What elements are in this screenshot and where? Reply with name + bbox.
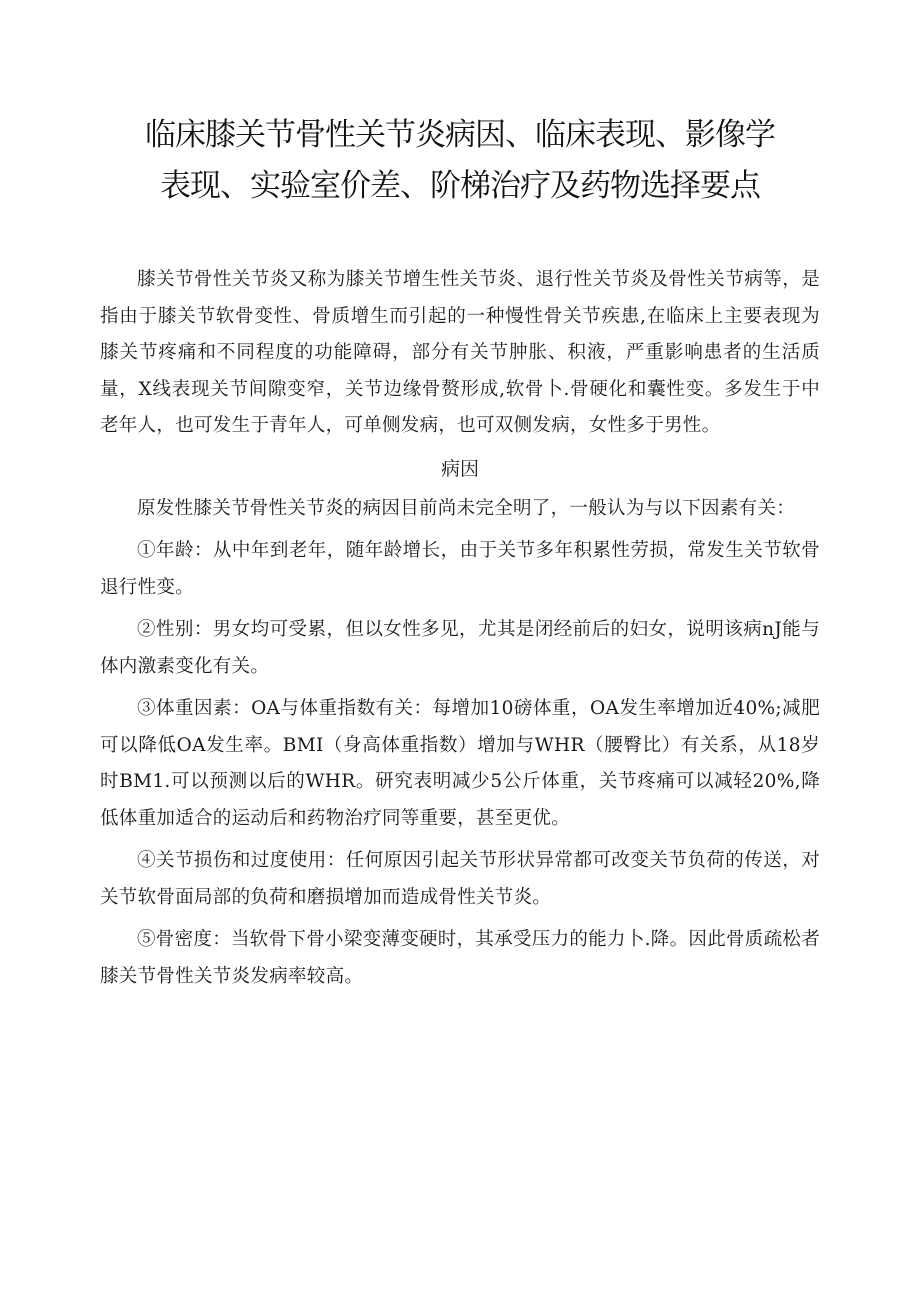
document-body (100, 262, 820, 995)
document-title (100, 110, 820, 212)
title-line-1: 临床膝关节骨性关节炎病因、临床表现、影像学 (145, 117, 775, 153)
etiology-item-sex: ②性别：男女均可受累，但以女性多见，尤其是闭经前后的妇女，说明该病nJ能与体内激素变化有关。 (100, 619, 820, 677)
etiology-item-age: ①年龄：从中年到老年，随年龄增长，由于关节多年积累性劳损，常发生关节软骨退行性变。 (100, 540, 820, 598)
etiology-intro-paragraph: 原发性膝关节骨性关节炎的病因目前尚未完全明了，一般认为与以下因素有关： (137, 497, 796, 519)
title-line-2: 表现、实验室价差、阶梯治疗及药物选择要点 (160, 168, 760, 204)
section-heading-etiology: 病因 (440, 457, 479, 480)
intro-paragraph: 膝关节骨性关节炎又称为膝关节增生性关节炎、退行性关节炎及骨性关节病等，是指由于膝关节软骨变性、骨质增生而引起的一种慢性骨关节疾患,在临床上主要表现为膝关节疼痛和不同程度的功能障碍，部分有关节肿胀、积液，严重影响患者的生活质量，X线表现关节间隙变窄，关节边缘骨赘形成,软骨卜.骨硬化和囊性变。多发生于中老年人，也可发生于青年人，可单侧发病，也可双侧发病，女性多于男性。 (100, 269, 820, 436)
etiology-item-weight: ③体重因素：OA与体重指数有关：每增加10磅体重，OA发生率增加近40%;减肥可以降低OA发生率。BMI（身高体重指数）增加与WHR（腰臀比）有关系，从18岁时BM1.可以预测以后的WHR。研究表明减少5公斤体重，关节疼痛可以减轻20%,降低体重加适合的运动后和药物治疗同等重要，甚至更优。 (100, 698, 820, 829)
etiology-item-injury: ④关节损伤和过度使用：任何原因引起关节形状异常都可改变关节负荷的传送，对关节软骨面局部的负荷和磨损增加而造成骨性关节炎。 (100, 850, 820, 908)
etiology-item-bone-density: ⑤骨密度：当软骨下骨小梁变薄变硬时，其承受压力的能力卜.降。因此骨质疏松者膝关节骨性关节炎发病率较高。 (100, 929, 820, 987)
